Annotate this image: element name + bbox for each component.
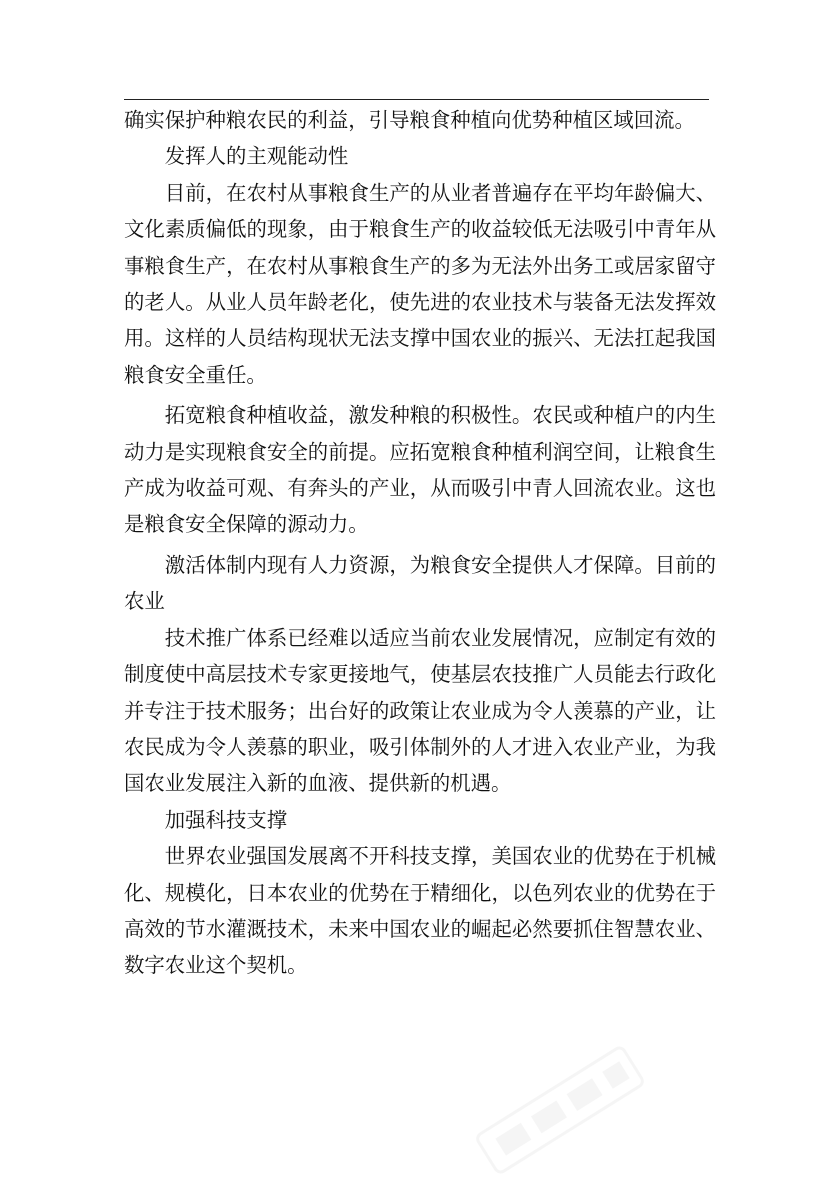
- header-rule: [124, 99, 709, 100]
- section-heading-tech-support: 加强科技支撑: [164, 807, 288, 832]
- document-body: [124, 102, 716, 984]
- paragraph-activate-resources: 激活体制内现有人力资源，为粮食安全提供人才保障。目前的农业: [124, 552, 716, 614]
- section-heading-human-initiative: 发挥人的主观能动性: [164, 144, 349, 169]
- paragraph-aging-workforce: 目前，在农村从事粮食生产的从业者普遍存在平均年龄偏大、文化素质偏低的现象，由于粮食生产的收益较低无法吸引中青年从事粮食生产，在农村从事粮食生产的多为无法外出务工或居家留守的老人。从业人员年龄老化，使先进的农业技术与装备无法发挥效用。这样的人员结构现状无法支撑中国农业的振兴、无法扛起我国粮食安全重任。: [124, 180, 716, 387]
- paragraph-continuation: 确实保护种粮农民的利益，引导粮食种植向优势种植区域回流。: [124, 108, 695, 132]
- paragraph-extension-system: 技术推广体系已经难以适应当前农业发展情况，应制定有效的制度使中高层技术专家更接地气，使基层农技推广人员能去行政化并专注于技术服务；出台好的政策让农业成为令人羡慕的产业，让农民成为令人羡慕的职业，吸引体制外的人才进入农业产业，为我国农业发展注入新的血液、提供新的机遇。: [124, 625, 716, 796]
- watermark-graphic: [468, 1037, 652, 1183]
- paragraph-tech-support: 世界农业强国发展离不开科技支撑，美国农业的优势在于机械化、规模化，日本农业的优势在于精细化，以色列农业的优势在于高效的节水灌溉技术，未来中国农业的崛起必然要抓住智慧农业、数字农业这个契机。: [124, 844, 716, 978]
- paragraph-expand-income: 拓宽粮食种植收益，激发种粮的积极性。农民或种植户的内生动力是实现粮食安全的前提。应拓宽粮食种植利润空间，让粮食生产成为收益可观、有奔头的产业，从而吸引中青人回流农业。这也是粮食安全保障的源动力。: [124, 403, 716, 537]
